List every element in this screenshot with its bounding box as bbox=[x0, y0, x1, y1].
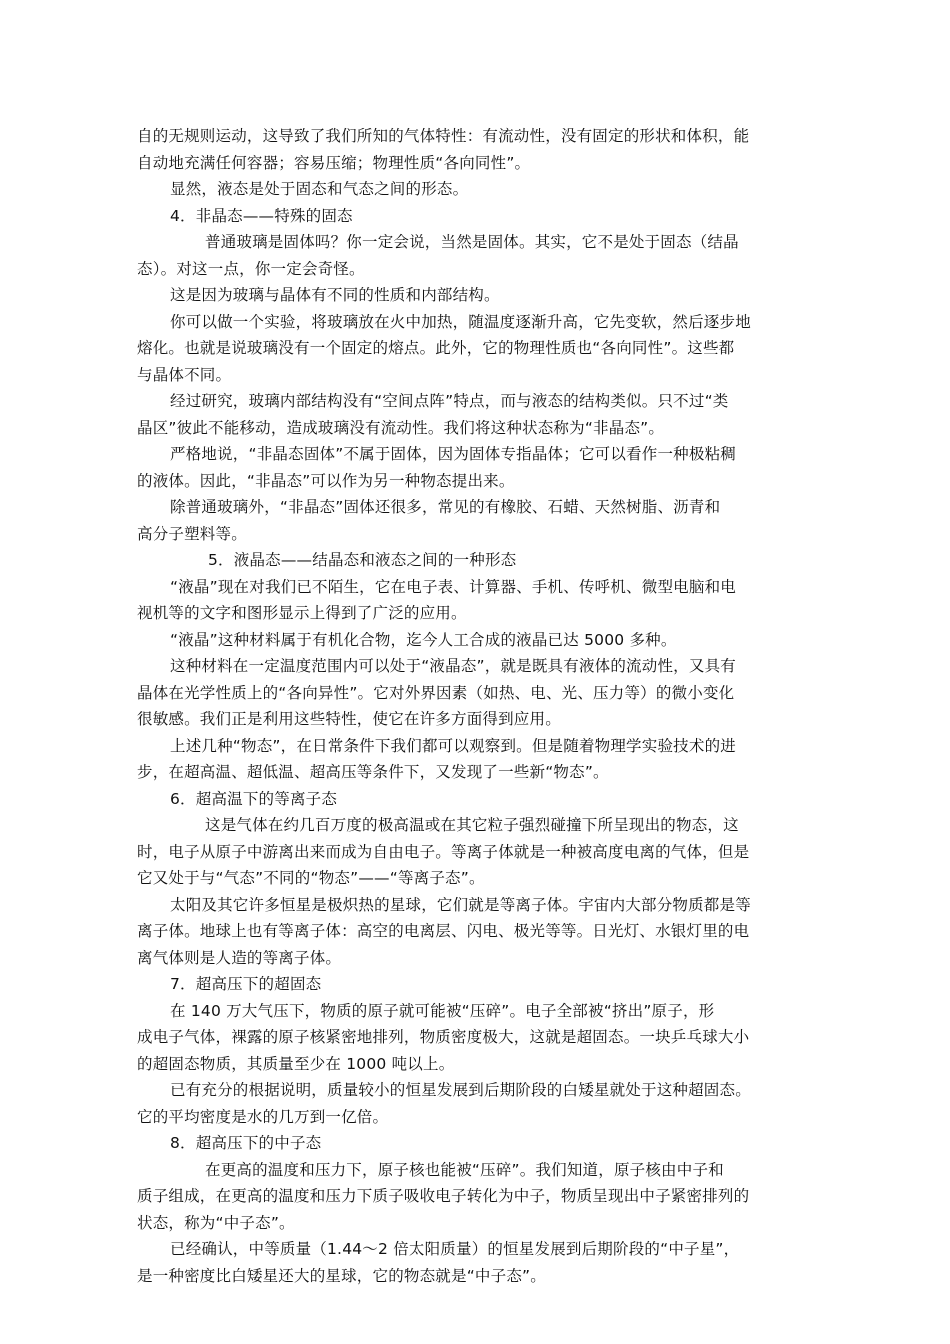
text-line: 除普通玻璃外，“非晶态”固体还很多，常见的有橡胶、石蜡、天然树脂、沥青和 bbox=[170, 498, 721, 516]
text-line: 这是因为玻璃与晶体有不同的性质和内部结构。 bbox=[170, 286, 500, 304]
text-line: 质子组成，在更高的温度和压力下质子吸收电子转化为中子，物质呈现出中子紧密排列的 bbox=[137, 1187, 750, 1205]
text-line: 的超固态物质，其质量至少在 1000 吨以上。 bbox=[137, 1055, 455, 1073]
text-line: 普通玻璃是固体吗？你一定会说，当然是固体。其实，它不是处于固态（结晶 bbox=[205, 233, 739, 251]
text-line: 很敏感。我们正是利用这些特性，使它在许多方面得到应用。 bbox=[137, 710, 561, 728]
text-line: 步，在超高温、超低温、超高压等条件下，又发现了一些新“物态”。 bbox=[137, 763, 609, 781]
text-line: 晶区”彼此不能移动，造成玻璃没有流动性。我们将这种状态称为“非晶态”。 bbox=[137, 419, 665, 437]
text-line: 晶体在光学性质上的“各向异性”。它对外界因素（如热、电、光、压力等）的微小变化 bbox=[137, 684, 735, 702]
text-line: 经过研究，玻璃内部结构没有“空间点阵”特点，而与液态的结构类似。只不过“类 bbox=[170, 392, 729, 410]
text-line: 高分子塑料等。 bbox=[137, 525, 247, 543]
text-line: 态）。对这一点，你一定会奇怪。 bbox=[137, 260, 365, 278]
text-line: “液晶”现在对我们已不陌生，它在电子表、计算器、手机、传呼机、微型电脑和电 bbox=[170, 578, 736, 596]
text-line: 与晶体不同。 bbox=[137, 366, 232, 384]
section-heading: 4．非晶态——特殊的固态 bbox=[170, 207, 353, 225]
text-line: 它又处于与“气态”不同的“物态”——“等离子态”。 bbox=[137, 869, 485, 887]
text-line: 离气体则是人造的等离子体。 bbox=[137, 949, 342, 967]
text-line: 已经确认，中等质量（1.44～2 倍太阳质量）的恒星发展到后期阶段的“中子星”， bbox=[170, 1240, 740, 1258]
text-line: “液晶”这种材料属于有机化合物，迄今人工合成的液晶已达 5000 多种。 bbox=[170, 631, 677, 649]
text-line: 在更高的温度和压力下，原子核也能被“压碎”。我们知道，原子核由中子和 bbox=[205, 1161, 724, 1179]
text-line: 成电子气体，裸露的原子核紧密地排列，物质密度极大，这就是超固态。一块乒乓球大小 bbox=[137, 1028, 750, 1046]
text-line: 自动地充满任何容器；容易压缩；物理性质“各向同性”。 bbox=[137, 154, 531, 172]
text-line: 的液体。因此，“非晶态”可以作为另一种物态提出来。 bbox=[137, 472, 515, 490]
text-line: 这种材料在一定温度范围内可以处于“液晶态”，就是既具有液体的流动性，又具有 bbox=[170, 657, 736, 675]
section-heading: 7．超高压下的超固态 bbox=[170, 975, 322, 993]
text-line: 时，电子从原子中游离出来而成为自由电子。等离子体就是一种被高度电离的气体，但是 bbox=[137, 843, 750, 861]
text-line: 在 140 万大气压下，物质的原子就可能被“压碎”。电子全部被“挤出”原子，形 bbox=[170, 1002, 715, 1020]
text-line: 严格地说，“非晶态固体”不属于固体，因为固体专指晶体；它可以看作一种极粘稠 bbox=[170, 445, 736, 463]
section-heading: 8．超高压下的中子态 bbox=[170, 1134, 322, 1152]
text-line: 这是气体在约几百万度的极高温或在其它粒子强烈碰撞下所呈现出的物态，这 bbox=[205, 816, 739, 834]
section-heading: 5．液晶态——结晶态和液态之间的一种形态 bbox=[208, 551, 517, 569]
text-line: 你可以做一个实验，将玻璃放在火中加热，随温度逐渐升高，它先变软，然后逐步地 bbox=[170, 313, 751, 331]
text-line: 它的平均密度是水的几万到一亿倍。 bbox=[137, 1108, 389, 1126]
text-line: 状态，称为“中子态”。 bbox=[137, 1214, 295, 1232]
text-line: 上述几种“物态”，在日常条件下我们都可以观察到。但是随着物理学实验技术的进 bbox=[170, 737, 736, 755]
text-line: 视机等的文字和图形显示上得到了广泛的应用。 bbox=[137, 604, 467, 622]
text-line: 离子体。地球上也有等离子体：高空的电离层、闪电、极光等等。日光灯、水银灯里的电 bbox=[137, 922, 750, 940]
text-line: 是一种密度比白矮星还大的星球，它的物态就是“中子态”。 bbox=[137, 1267, 546, 1285]
text-line: 熔化。也就是说玻璃没有一个固定的熔点。此外，它的物理性质也“各向同性”。这些都 bbox=[137, 339, 735, 357]
text-line: 自的无规则运动，这导致了我们所知的气体特性：有流动性，没有固定的形状和体积，能 bbox=[137, 127, 750, 145]
text-line: 太阳及其它许多恒星是极炽热的星球，它们就是等离子体。宇宙内大部分物质都是等 bbox=[170, 896, 751, 914]
text-line: 显然，液态是处于固态和气态之间的形态。 bbox=[170, 180, 469, 198]
section-heading: 6．超高温下的等离子态 bbox=[170, 790, 338, 808]
text-line: 已有充分的根据说明，质量较小的恒星发展到后期阶段的白矮星就处于这种超固态。 bbox=[170, 1081, 751, 1099]
